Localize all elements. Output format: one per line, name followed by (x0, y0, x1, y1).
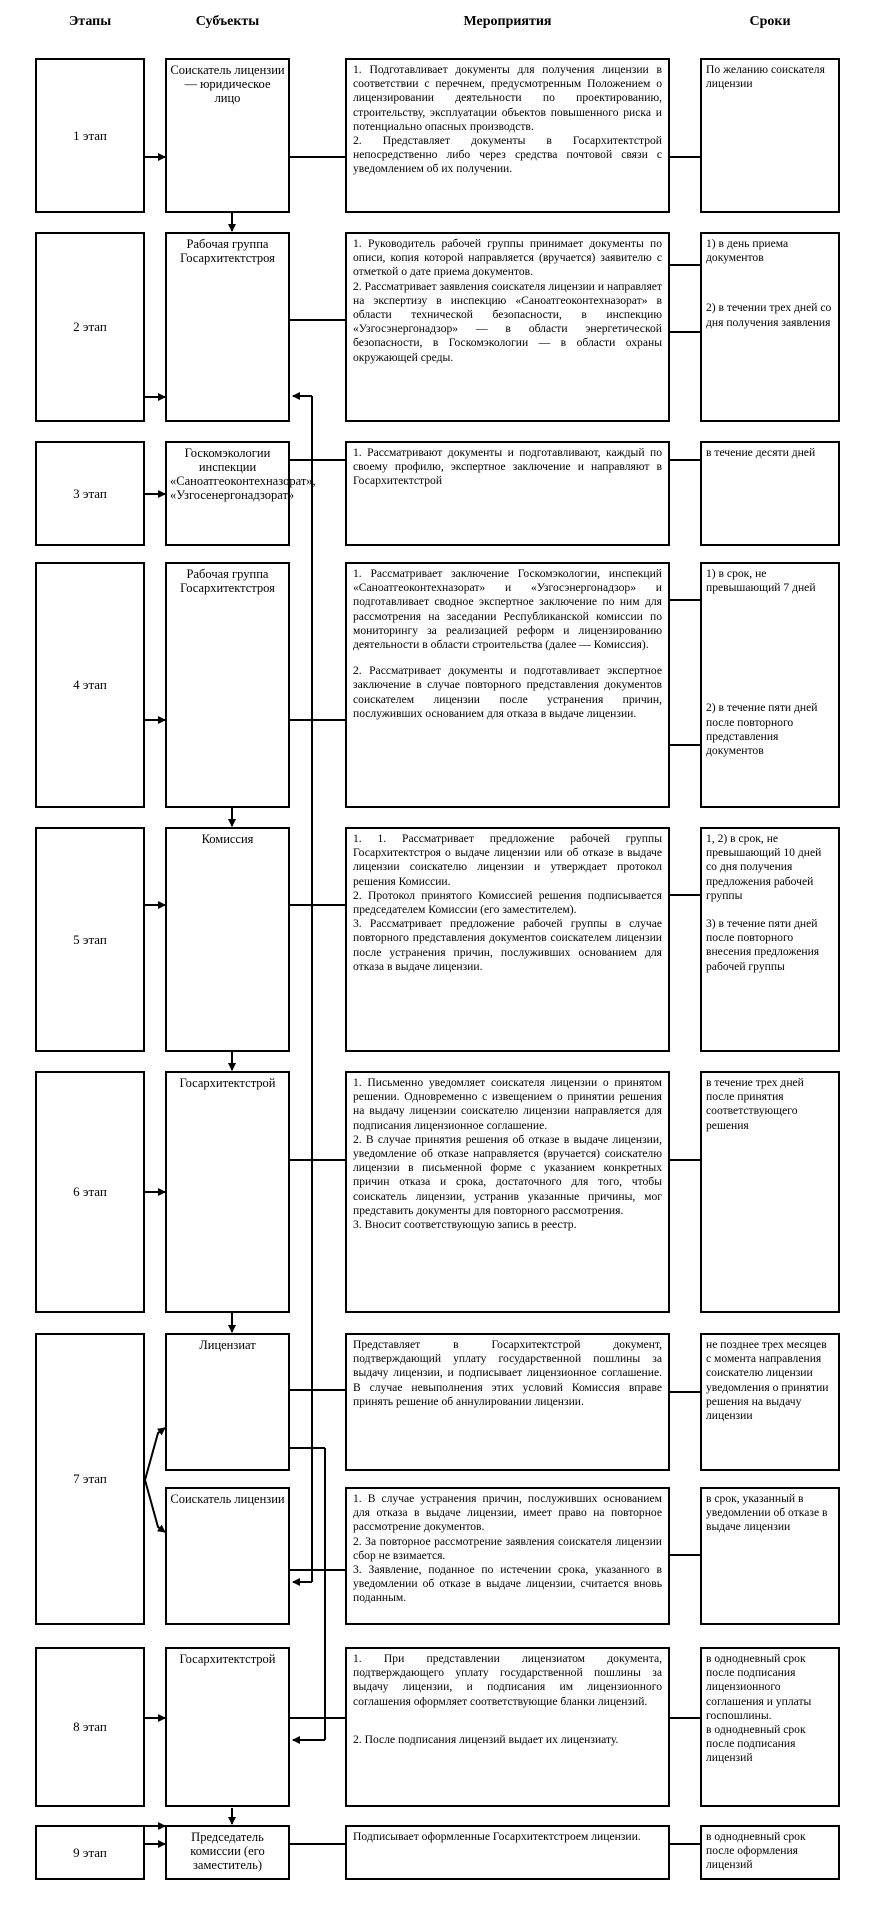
measure-item: 2. Рассматривает документы и подготавливает экспертное заключение в случае повторного представления документов соискателем лицензии после устранения причин, послуживших основанием для отказа в выдаче лицензии. (353, 664, 662, 720)
measure-item: 1. В случае устранения причин, послуживших основанием для отказа в выдаче лицензии, имеет право на повторное рассмотрение документов. (353, 1492, 662, 1534)
measure-item: Представляет в Госархитектстрой документ, подтверждающий уплату государственной пошлины за выдачу лицензии, и подписывает лицензионное соглашение. В случае невыполнения этих условий Комиссия вправе принять решение об аннулировании лицензии. (353, 1338, 662, 1408)
deadline-2 (700, 232, 840, 422)
measures-9 (345, 1825, 670, 1880)
deadline-6 (700, 1071, 840, 1313)
deadline-item: не позднее трех месяцев с момента направления соискателю лицензии уведомления о принятии решения на выдачу лицензии (706, 1338, 829, 1423)
measure-item: 1. Подготавливает документы для получения лицензии в соответствии с перечнем, предусмотренным Положением о лицензировании деятельности по проектированию, строительству, эксплуатации объектов повышенного риска и потенциально опасных производств. (353, 63, 662, 133)
deadline-item: 1) в срок, не превышающий 7 дней (706, 567, 816, 595)
header-measures: Мероприятия (463, 14, 552, 29)
measures-2 (345, 232, 670, 422)
measure-item: Подписывает оформленные Госархитектстроем лицензии. (353, 1830, 641, 1843)
measures-6 (345, 1071, 670, 1313)
measure-item: 1. Рассматривают документы и подготавливают, каждый по своему профилю, экспертное заключение и направляют в Госархитектстрой (353, 446, 662, 488)
measure-item: 2. За повторное рассмотрение заявления соискателя лицензии сбор не взимается. (353, 1534, 662, 1562)
deadline-item: в однодневный срок после подписания лицензионного соглашения и уплаты госпошлины. (706, 1652, 812, 1722)
deadline-item: в однодневный срок после подписания лицензий (706, 1723, 806, 1765)
stage-9: 9 этап (35, 1825, 145, 1880)
measure-item: 2. Представляет документы в Госархитектстрой непосредственно либо через средства почтовой связи с уведомлением об их получении. (353, 134, 662, 176)
measure-item: 1. 1. Рассматривает предложение рабочей группы Госархитектстроя о выдаче лицензии или об отказе в выдаче лицензии соискателю лицензии и утверждает протокол решения Комиссии. (353, 832, 662, 888)
deadline-item: в срок, указанный в уведомлении об отказе в выдаче лицензии (706, 1492, 828, 1534)
subject-4: Рабочая группа Госархитектстроя (165, 562, 290, 808)
stage-4: 4 этап (35, 562, 145, 808)
deadline-item: в течение десяти дней (706, 446, 816, 459)
deadline-8 (700, 1647, 840, 1807)
deadline-4 (700, 562, 840, 808)
stage-5: 5 этап (35, 827, 145, 1052)
measures-7b (345, 1487, 670, 1625)
measure-item: 1. При представлении лицензиатом документа, подтверждающего уплату государственной пошлины за выдачу лицензии, и подписания им лицензионного соглашения оформляет соответствующие бланки лицензий. (353, 1652, 662, 1708)
measure-item: 3. Рассматривает предложение рабочей группы в случае повторного представления документов соискателем лицензии после устранения причин, послуживших основанием для отказа в выдаче лицензии. (353, 917, 662, 973)
subject-3: Госкомэкологии инспекции «Саноатгеоконтехназорат», «Узгосенергонадзорат» (165, 441, 290, 546)
deadline-5 (700, 827, 840, 1052)
subject-9: Председатель комиссии (его заместитель) (165, 1825, 290, 1880)
deadline-item: 1, 2) в срок, не превышающий 10 дней со дня получения предложения рабочей группы (706, 832, 822, 902)
deadline-9 (700, 1825, 840, 1880)
deadline-item: в течение трех дней после принятия соответствующего решения (706, 1076, 804, 1132)
measure-item: 2. Рассматривает заявления соискателя лицензии и направляет на экспертизу в инспекцию «Саноатгеоконтехназорат» в области технической безопасности, в инспекцию «Узгосэнергонадзор» — в области энергетической безопасности, в Госкомэкологии — в области охраны окружающей среды. (353, 279, 662, 364)
measures-8 (345, 1647, 670, 1807)
deadline-item: По желанию соискателя лицензии (706, 63, 825, 91)
measures-7a (345, 1333, 670, 1471)
stage-7: 7 этап (35, 1333, 145, 1625)
subject-7b: Соискатель лицензии (165, 1487, 290, 1625)
measure-item: 1. Рассматривает заключение Госкомэкологии, инспекций «Саноатгеоконтехназорат» и «Узгосэнергонадзор» и подготавливает сводное экспертное заключение по ним для рассмотрения на заседании Республиканской комиссии по мониторингу за реализацией реформ и лицензированию деятельности в области строительства (далее — Комиссия). (353, 567, 662, 652)
subject-2: Рабочая группа Госархитектстроя (165, 232, 290, 422)
header-subjects: Субъекты (195, 14, 260, 29)
deadline-item: 1) в день приема документов (706, 237, 789, 265)
measure-item: 3. Вносит соответствующую запись в реестр. (353, 1218, 577, 1232)
stage-3: 3 этап (35, 441, 145, 546)
measures-1 (345, 58, 670, 213)
measure-item: 1. Руководитель рабочей группы принимает документы по описи, копия которой направляется (вручается) заявителю с отметкой о дате приема документов. (353, 237, 662, 279)
measures-3 (345, 441, 670, 546)
subject-7a: Лицензиат (165, 1333, 290, 1471)
deadline-3 (700, 441, 840, 546)
subject-1: Соискатель лицензии — юридическое лицо (165, 58, 290, 213)
measures-5 (345, 827, 670, 1052)
deadline-7a (700, 1333, 840, 1471)
deadline-item: 3) в течение пяти дней после повторного внесения предложения рабочей группы (706, 917, 820, 973)
header-stages: Этапы (68, 14, 112, 29)
measure-item: 2. После подписания лицензий выдает их лицензиату. (353, 1732, 619, 1746)
measure-item: 3. Заявление, поданное по истечении срока, указанного в уведомлении об отказе в выдаче лицензии, считается вновь поданным. (353, 1563, 662, 1605)
deadline-1 (700, 58, 840, 213)
header-deadlines: Сроки (749, 14, 791, 29)
stage-6: 6 этап (35, 1071, 145, 1313)
deadline-item: 2) в течении трех дней со дня получения заявления (706, 301, 832, 329)
stage-1: 1 этап (35, 58, 145, 213)
deadline-item: в однодневный срок после оформления лицензий (706, 1830, 806, 1872)
stage-8: 8 этап (35, 1647, 145, 1807)
deadline-item: 2) в течение пяти дней после повторного представления документов (706, 701, 818, 758)
measure-item: 2. Протокол принятого Комиссией решения подписывается председателем Комиссии (его заместителем). (353, 888, 662, 917)
deadline-7b (700, 1487, 840, 1625)
measures-4 (345, 562, 670, 808)
stage-2: 2 этап (35, 232, 145, 422)
subject-8: Госархитектстрой (165, 1647, 290, 1807)
measure-item: 1. Письменно уведомляет соискателя лицензии о принятом решении. Одновременно с извещением о принятии решения на выдачу лицензии соискателю лицензии направляется для подписания лицензионное соглашение. (353, 1076, 662, 1132)
subject-6: Госархитектстрой (165, 1071, 290, 1313)
subject-5: Комиссия (165, 827, 290, 1052)
measure-item: 2. В случае принятия решения об отказе в выдаче лицензии, уведомление об отказе направляется (вручается) соискателю лицензии в письменной форме с указанием конкретных причин отказа и срока, достаточного для того, чтобы соискатель лицензии, устранив указанные причины, мог представить документы для повторного рассмотрения. (353, 1132, 662, 1217)
